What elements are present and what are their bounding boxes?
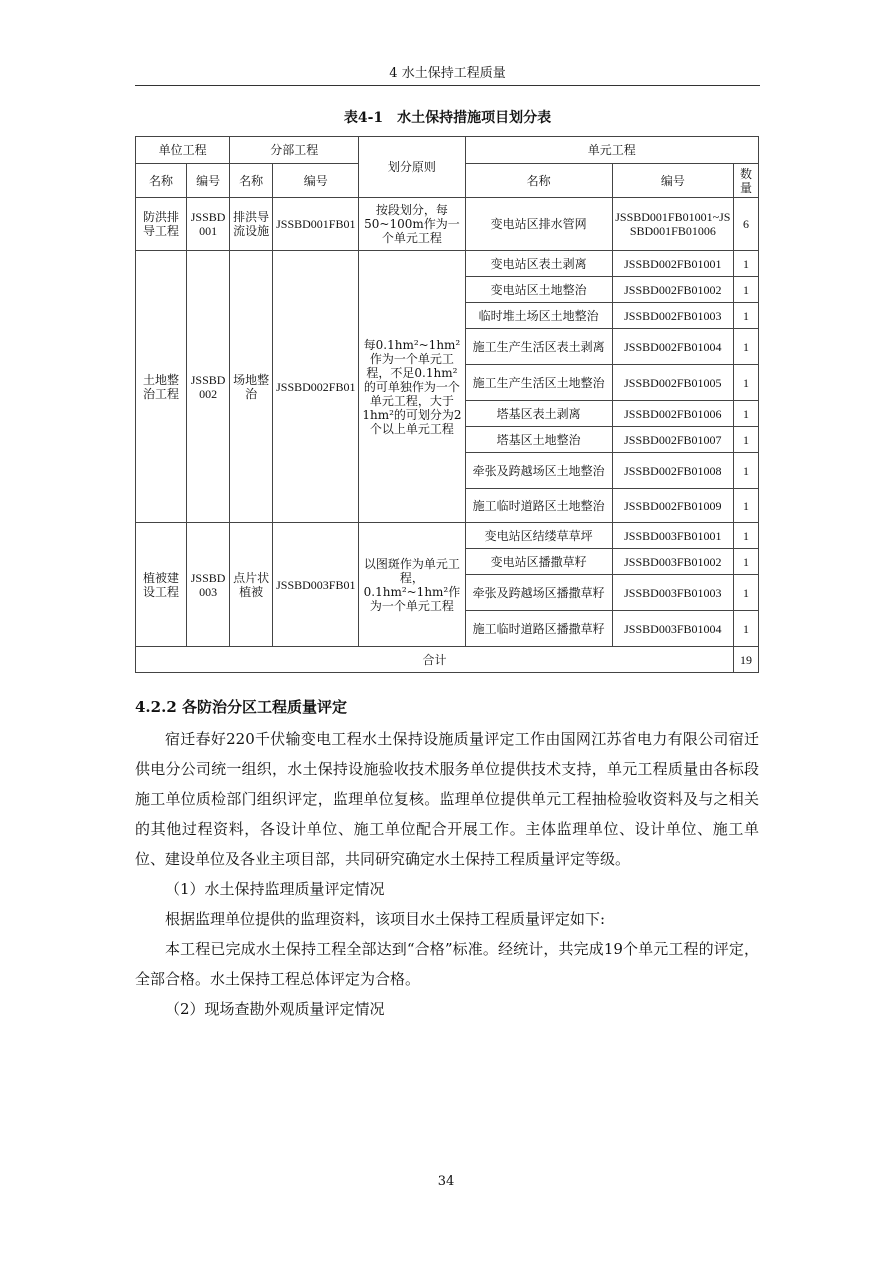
element-code: JSSBD001FB01001~JSSBD001FB01006 [612,198,733,251]
element-count: 1 [733,365,758,401]
element-name: 变电站区表土剥离 [465,251,612,277]
unit-name: 土地整治工程 [136,251,187,523]
section-title: 4.2.2 各防治分区工程质量评定 [135,698,347,716]
table-caption: 表4-1 水土保持措施项目划分表 [343,110,552,126]
division-principle: 每0.1hm²~1hm²作为一个单元工程，不足0.1hm²的可单独作为一个单元工程，大于1hm²的可划分为2个以上单元工程 [359,251,465,523]
element-count: 1 [733,427,758,453]
unit-name: 防洪排导工程 [136,198,187,251]
sub-name: 场地整治 [230,251,273,523]
th-element-count: 数量 [733,164,758,198]
sub-code: JSSBD003FB01 [273,523,359,647]
element-code: JSSBD002FB01001 [612,251,733,277]
element-code: JSSBD003FB01004 [612,611,733,647]
subheading: （2）现场查勘外观质量评定情况 [165,1000,385,1018]
th-element-name: 名称 [465,164,612,198]
unit-code: JSSBD003 [187,523,230,647]
th-sub-project: 分部工程 [230,137,359,164]
unit-code: JSSBD001 [187,198,230,251]
element-name: 变电站区结缕草草坪 [465,523,612,549]
element-code: JSSBD002FB01006 [612,401,733,427]
element-count: 1 [733,277,758,303]
th-sub-name: 名称 [230,164,273,198]
element-code: JSSBD002FB01003 [612,303,733,329]
element-code: JSSBD002FB01007 [612,427,733,453]
th-unit-project: 单位工程 [136,137,230,164]
element-name: 临时堆土场区土地整治 [465,303,612,329]
sub-name: 点片状植被 [230,523,273,647]
th-element-code: 编号 [612,164,733,198]
division-principle: 以图斑作为单元工程，0.1hm²~1hm²作为一个单元工程 [359,523,465,647]
element-count: 1 [733,329,758,365]
total-value: 19 [733,647,758,673]
element-name: 塔基区表土剥离 [465,401,612,427]
element-count: 6 [733,198,758,251]
element-count: 1 [733,453,758,489]
element-code: JSSBD002FB01009 [612,489,733,523]
th-unit-code: 编号 [187,164,230,198]
th-unit-name: 名称 [136,164,187,198]
element-name: 变电站区土地整治 [465,277,612,303]
element-name: 牵张及跨越场区土地整治 [465,453,612,489]
subheading: （1）水土保持监理质量评定情况 [165,880,385,898]
element-code: JSSBD002FB01008 [612,453,733,489]
element-name: 牵张及跨越场区播撒草籽 [465,575,612,611]
element-count: 1 [733,523,758,549]
element-code: JSSBD003FB01003 [612,575,733,611]
page-number: 34 [437,1174,455,1189]
element-count: 1 [733,251,758,277]
element-count: 1 [733,401,758,427]
project-division-table [135,136,759,673]
element-code: JSSBD002FB01005 [612,365,733,401]
th-element-project: 单元工程 [465,137,758,164]
element-count: 1 [733,549,758,575]
sub-code: JSSBD002FB01 [273,251,359,523]
element-code: JSSBD003FB01002 [612,549,733,575]
element-name: 施工生产生活区表土剥离 [465,329,612,365]
running-header: 4 水土保持工程质量 [135,62,760,86]
element-name: 施工临时道路区土地整治 [465,489,612,523]
element-count: 1 [733,489,758,523]
division-principle: 按段划分，每50~100m作为一个单元工程 [359,198,465,251]
element-code: JSSBD002FB01004 [612,329,733,365]
unit-name: 植被建设工程 [136,523,187,647]
element-count: 1 [733,611,758,647]
element-name: 变电站区排水管网 [465,198,612,251]
sub-code: JSSBD001FB01 [273,198,359,251]
paragraph: 宿迁春好220千伏输变电工程水土保持设施质量评定工作由国网江苏省电力有限公司宿迁供电分公司统一组织，水土保持设施验收技术服务单位提供技术支持，单元工程质量由各标段施工单位质检部门组织评定，监理单位复核。监理单位提供单元工程抽检验收资料及与之相关的其他过程资料，各设计单位、施工单位配合开展工作。主体监理单位、设计单位、施工单位、建设单位及各业主项目部，共同研究确定水土保持工程质量评定等级。 [135,730,759,868]
total-label: 合计 [136,647,734,673]
element-name: 变电站区播撒草籽 [465,549,612,575]
th-principle: 划分原则 [359,137,465,198]
element-name: 塔基区土地整治 [465,427,612,453]
element-code: JSSBD003FB01001 [612,523,733,549]
element-count: 1 [733,303,758,329]
unit-code: JSSBD002 [187,251,230,523]
paragraph: 根据监理单位提供的监理资料，该项目水土保持工程质量评定如下: [165,910,606,928]
element-name: 施工生产生活区土地整治 [465,365,612,401]
sub-name: 排洪导流设施 [230,198,273,251]
paragraph: 本工程已完成水土保持工程全部达到“合格”标准。经统计，共完成19个单元工程的评定，全部合格。水土保持工程总体评定为合格。 [135,940,759,988]
body-text [135,724,759,1024]
element-code: JSSBD002FB01002 [612,277,733,303]
element-count: 1 [733,575,758,611]
th-sub-code: 编号 [273,164,359,198]
element-name: 施工临时道路区播撒草籽 [465,611,612,647]
